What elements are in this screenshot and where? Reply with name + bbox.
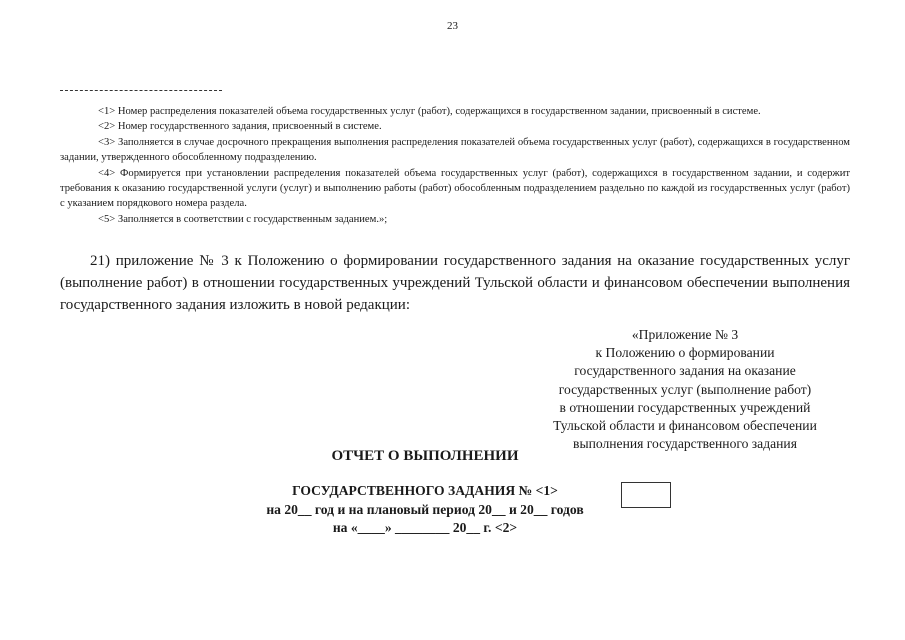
footnote-1: <1> Номер распределения показателей объема государственных услуг (работ), содержащихся в государственном задании, присвоенный в системе. [98, 106, 761, 117]
report-subtitle-line-3: на «____» ________ 20__ г. <2> [332, 520, 518, 535]
footnote-3: <3> Заполняется в случае досрочного прекращения выполнения распределения показателей объема государственных услуг (работ), содержащихся в государственном задании, утвержденного обособленному подразделению. [60, 136, 850, 164]
amendment-paragraph: 21) приложение № 3 к Положению о формировании государственного задания на оказание государственных услуг (выполнение работ) в отношении государственных учреждений Тульской области и финансовом обеспечении выполнения государственного задания изложить в новой редакции: [60, 253, 850, 313]
footnotes [60, 104, 850, 227]
report-title: ОТЧЕТ О ВЫПОЛНЕНИИ [331, 448, 519, 464]
page-number: 23 [447, 20, 458, 32]
footnote-5: <5> Заполняется в соответствии с государственным заданием.»; [98, 213, 388, 225]
appendix-line-6: Тульской области и финансовом обеспечении [553, 418, 817, 434]
appendix-line-5: в отношении государственных учреждений [559, 399, 811, 415]
report-subtitle-line-2: на 20__ год и на плановый период 20__ и 20__ годов [266, 501, 584, 517]
footnote-4: <4> Формируется при установлении распределения показателей объема государственных услуг (работ), содержащихся в государственном задании, и содержит требования к оказанию государственной услуги (услуг) и выполнению работы (работ) обособленным подразделением раздельно по каждой из государственных услуг (работ) с указанием порядкового номера раздела. [60, 167, 850, 210]
appendix-header [520, 326, 850, 453]
appendix-line-7: выполнения государственного задания [573, 436, 797, 452]
code-box [621, 482, 671, 508]
appendix-line-4: государственных услуг (выполнение работ) [558, 381, 812, 397]
appendix-line-3: государственного задания на оказание [574, 363, 796, 379]
appendix-line-2: к Положению о формировании [595, 345, 775, 361]
report-subtitle-line-1: ГОСУДАРСТВЕННОГО ЗАДАНИЯ № <1> [292, 483, 558, 498]
appendix-line-1: «Приложение № 3 [631, 327, 739, 342]
footnote-separator [60, 90, 222, 91]
report-subtitle [200, 482, 650, 538]
footnote-2: <2> Номер государственного задания, присвоенный в системе. [98, 121, 382, 133]
